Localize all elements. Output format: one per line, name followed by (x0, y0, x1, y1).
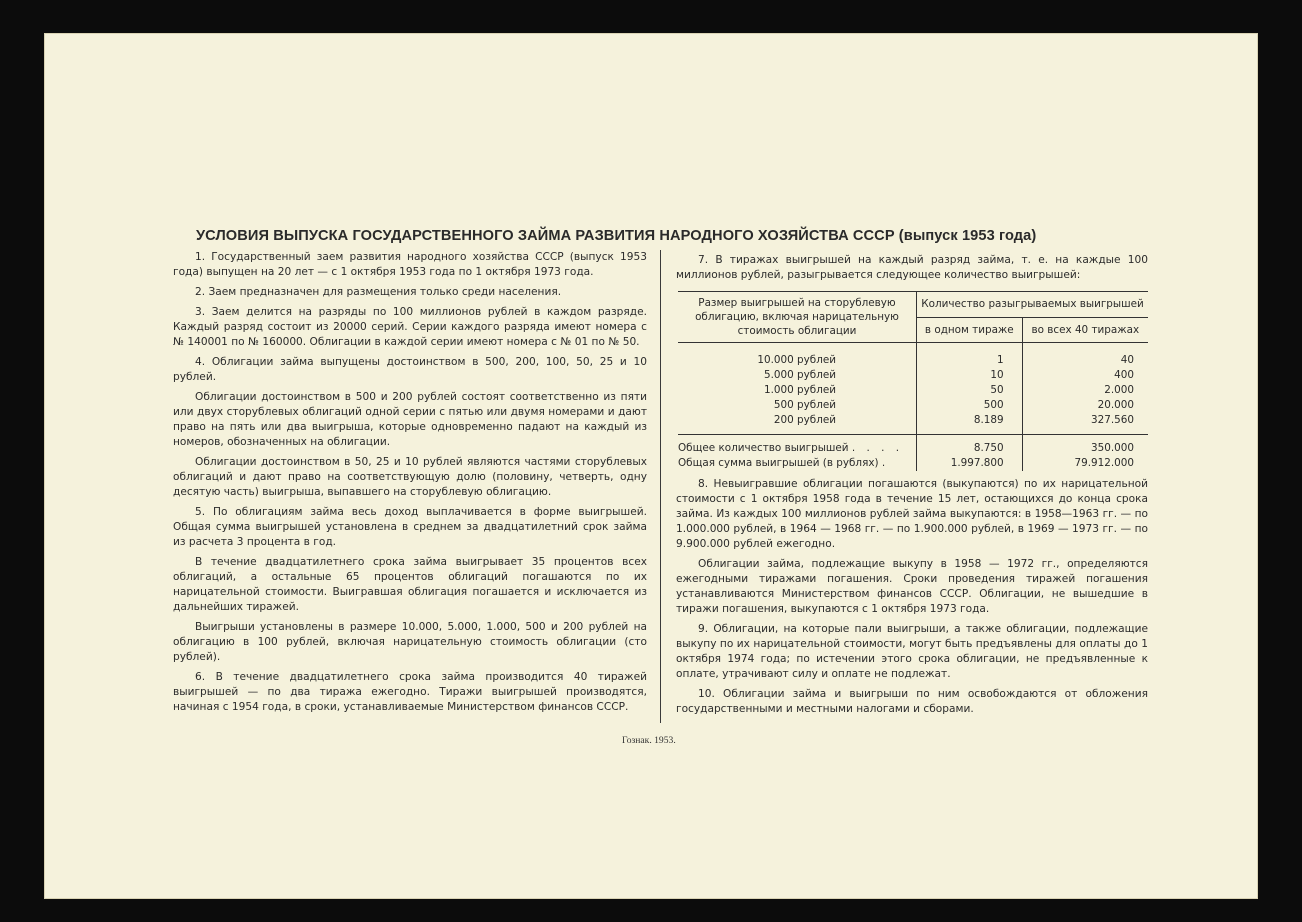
prize-amount: 10.000 рублей (678, 343, 917, 369)
clause-4-para-3: Облигации достоинством в 50, 25 и 10 рублей являются частями сторублевых облигаций и дают право на соответствующую долю (половину, четверть, одну десятую часть) выигрыша, выпавшего на сторублевую облигацию. (173, 456, 647, 498)
total-count-row (678, 435, 1148, 457)
prize-table (678, 291, 1148, 471)
count-all-draws: 2.000 (1104, 384, 1134, 396)
total-sum-one-draw: 1.997.800 (917, 456, 1023, 471)
count-all-draws: 20.000 (1097, 399, 1134, 411)
printer-imprint: Гознак. 1953. (622, 735, 676, 746)
one-draw-header: в одном тираже (917, 317, 1023, 343)
prize-amount: 1.000 рублей (678, 383, 917, 398)
clause-4: 4. Облигации займа выпущены достоинством в 500, 200, 100, 50, 25 и 10 рублей. (173, 356, 647, 383)
count-all-draws: 40 (1120, 354, 1134, 366)
total-count-one-draw: 8.750 (917, 435, 1023, 457)
clause-7: 7. В тиражах выигрышей на каждый разряд займа, т. е. на каждые 100 миллионов рублей, разыгрывается следующее количество выигрышей: (676, 254, 1148, 281)
prize-count-header: Количество разыгрываемых выигрышей (917, 292, 1149, 318)
column-divider (660, 250, 661, 723)
count-all-draws: 400 (1114, 369, 1134, 381)
clause-4-para-2: Облигации достоинством в 500 и 200 рублей состоят соответственно из пяти или двух сторублевых облигаций одной серии с пятью или двумя номерами и дают право на пять или два выигрыша, которые одновременно падают на каждый из номеров, обозначенных на облигации. (173, 391, 647, 448)
clause-10: 10. Облигации займа и выигрыши по ним освобождаются от обложения государственными и местными налогами и сборами. (676, 688, 1148, 715)
count-one-draw: 1 (917, 343, 1023, 369)
document-title: УСЛОВИЯ ВЫПУСКА ГОСУДАРСТВЕННОГО ЗАЙМА РАЗВИТИЯ НАРОДНОГО ХОЗЯЙСТВА СССР (выпуск 1953 года) (196, 228, 1037, 244)
clause-8: 8. Невыигравшие облигации погашаются (выкупаются) по их нарицательной стоимости с 1 октября 1958 года в течение 15 лет, остающихся до конца срока займа. Из каждых 100 миллионов рублей займа выкупаются: в 1958—1963 гг. — по 1.000.000 рублей, в 1964 — 1968 гг. — по 1.900.000 рублей, в 1969 — 1973 гг. — по 9.900.000 рублей ежегодно. (676, 478, 1148, 550)
prize-amount: 5.000 рублей (678, 368, 917, 383)
count-one-draw: 500 (917, 398, 1023, 413)
total-count-all-draws: 350.000 (1022, 435, 1148, 457)
clause-1: 1. Государственный заем развития народного хозяйства СССР (выпуск 1953 года) выпущен на 20 лет — с 1 октября 1953 года по 1 октября 1973 года. (173, 251, 647, 278)
count-all-draws: 327.560 (1091, 414, 1134, 426)
table-row (678, 398, 1148, 413)
prize-size-header: Размер выигрышей на сторублевую облигацию, включая нарицательную стоимость облигации (678, 292, 917, 343)
total-sum-row (678, 456, 1148, 471)
clause-2: 2. Заем предназначен для размещения только среди населения. (195, 286, 562, 298)
prize-amount: 500 рублей (678, 398, 917, 413)
table-row (678, 383, 1148, 398)
clause-5-para-2: В течение двадцатилетнего срока займа выигрывает 35 процентов всех облигаций, а остальные 65 процентов облигаций погашаются по их нарицательной стоимости. Выигравшая облигация погашается и исключается из дальнейших тиражей. (173, 556, 647, 613)
total-count-label: Общее количество выигрышей (678, 442, 849, 454)
clause-9: 9. Облигации, на которые пали выигрыши, а также облигации, подлежащие выкупу по их нарицательной стоимости, могут быть предъявлены для оплаты до 1 октября 1974 года; по истечении этого срока облигации, не предъявленные к оплате, утрачивают силу и оплате не подлежат. (676, 623, 1148, 680)
table-row (678, 368, 1148, 383)
total-sum-label: Общая сумма выигрышей (в рублях) (678, 457, 879, 469)
leader-dots: . . . . (851, 442, 904, 454)
clause-5: 5. По облигациям займа весь доход выплачивается в форме выигрышей. Общая сумма выигрышей установлена в среднем за двадцатилетний срок займа из расчета 3 процента в год. (173, 506, 647, 548)
table-row (678, 343, 1148, 369)
clause-8-para-2: Облигации займа, подлежащие выкупу в 1958 — 1972 гг., определяются ежегодными тиражами погашения. Сроки проведения тиражей погашения устанавливаются Министерством финансов СССР. Облигации, не вышедшие в тиражи погашения, выкупаются с 1 октября 1973 года. (676, 558, 1148, 615)
all-draws-header: во всех 40 тиражах (1022, 317, 1148, 343)
prize-amount: 200 рублей (678, 413, 917, 435)
right-column (676, 253, 1148, 722)
clause-6: 6. В течение двадцатилетнего срока займа производится 40 тиражей выигрышей — по два тиража ежегодно. Тиражи выигрышей производятся, начиная с 1954 года, в сроки, устанавливаемые Министерством финансов СССР. (173, 671, 647, 713)
clause-3: 3. Заем делится на разряды по 100 миллионов рублей в каждом разряде. Каждый разряд состоит из 20000 серий. Серии каждого разряда имеют номера с № 140001 по № 160000. Облигации в каждой серии имеют номера с № 01 по № 50. (173, 306, 647, 348)
count-one-draw: 10 (917, 368, 1023, 383)
leader-dot: . (881, 457, 886, 469)
clause-5-para-3: Выигрыши установлены в размере 10.000, 5.000, 1.000, 500 и 200 рублей на облигацию в 100 рублей, включая нарицательную стоимость облигации (сто рублей). (173, 621, 647, 663)
total-sum-all-draws: 79.912.000 (1074, 457, 1134, 469)
count-one-draw: 50 (917, 383, 1023, 398)
table-row (678, 413, 1148, 435)
count-one-draw: 8.189 (917, 413, 1023, 435)
left-column (173, 250, 647, 720)
